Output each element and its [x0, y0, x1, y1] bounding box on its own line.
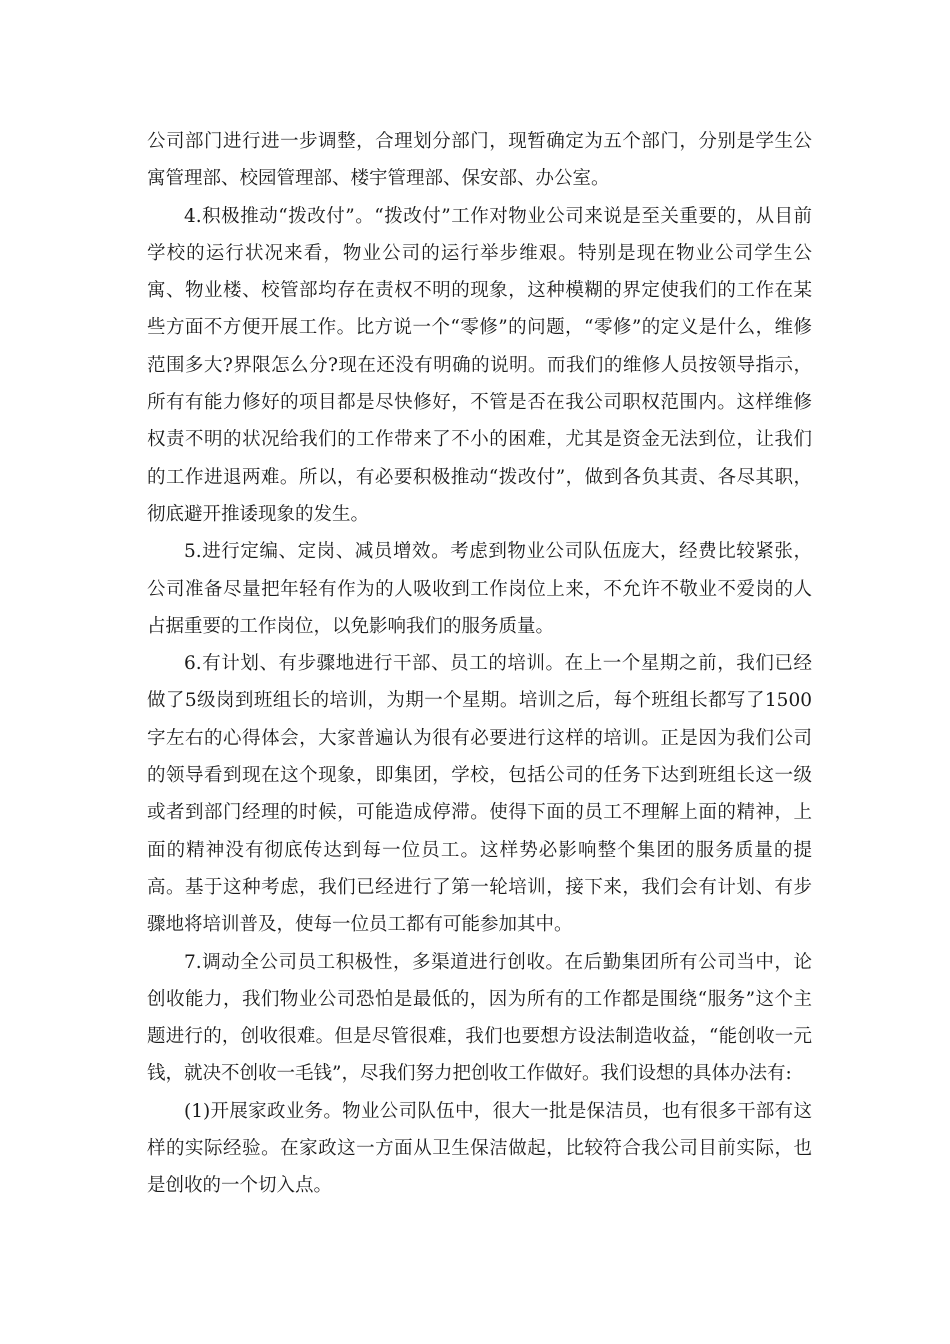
- paragraph-item-5: 5.进行定编、定岗、减员增效。考虑到物业公司队伍庞大，经费比较紧张，公司准备尽量把年轻有作为的人吸收到工作岗位上来，不允许不敬业不爱岗的人占据重要的工作岗位，以免影响我们的服务质量。: [147, 541, 812, 637]
- paragraph-item-7-1: (1)开展家政业务。物业公司队伍中，很大一批是保洁员，也有很多干部有这样的实际经验。在家政这一方面从卫生保洁做起，比较符合我公司目前实际，也是创收的一个切入点。: [147, 1100, 812, 1197]
- paragraph-item-4: 4.积极推动“拨改付”。“拨改付”工作对物业公司来说是至关重要的，从目前学校的运行状况来看，物业公司的运行举步维艰。特别是现在物业公司学生公寓、物业楼、校管部均存在责权不明的现象，这种模糊的界定使我们的工作在某些方面不方便开展工作。比方说一个“零修”的问题，“零修”的定义是什么，维修范围多大?界限怎么分?现在还没有明确的说明。而我们的维修人员按领导指示，所有有能力修好的项目都是尽快修好，不管是否在我公司职权范围内。这样维修权责不明的状况给我们的工作带来了不小的困难，尤其是资金无法到位，让我们的工作进退两难。所以，有必要积极推动“拨改付”，做到各负其责、各尽其职，彻底避开推诿现象的发生。: [147, 205, 812, 525]
- document-body: [147, 123, 812, 1205]
- paragraph-continuation: 公司部门进行进一步调整，合理划分部门，现暂确定为五个部门，分别是学生公寓管理部、校园管理部、楼宇管理部、保安部、办公室。: [147, 131, 812, 190]
- paragraph-item-6: 6.有计划、有步骤地进行干部、员工的培训。在上一个星期之前，我们已经做了5级岗到班组长的培训，为期一个星期。培训之后，每个班组长都写了1500字左右的心得体会，大家普遍认为很有必要进行这样的培训。正是因为我们公司的领导看到现在这个现象，即集团，学校，包括公司的任务下达到班组长这一级或者到部门经理的时候，可能造成停滞。使得下面的员工不理解上面的精神，上面的精神没有彻底传达到每一位员工。这样势必影响整个集团的服务质量的提高。基于这种考虑，我们已经进行了第一轮培训，接下来，我们会有计划、有步骤地将培训普及，使每一位员工都有可能参加其中。: [147, 653, 812, 936]
- paragraph-item-7: 7.调动全公司员工积极性，多渠道进行创收。在后勤集团所有公司当中，论创收能力，我们物业公司恐怕是最低的，因为所有的工作都是围绕“服务”这个主题进行的，创收很难。但是尽管很难，我们也要想方设法制造收益，“能创收一元钱，就决不创收一毛钱”，尽我们努力把创收工作做好。我们设想的具体办法有:: [147, 951, 812, 1085]
